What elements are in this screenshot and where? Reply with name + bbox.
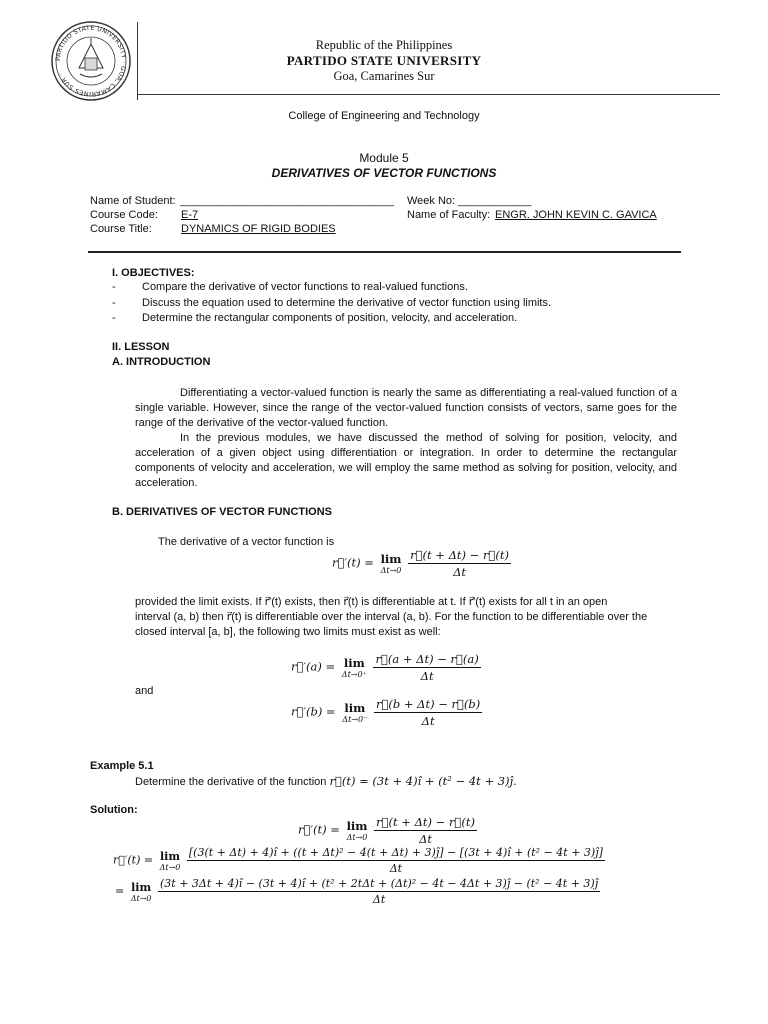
student-label: Name of Student: [90,195,176,207]
eq-denominator: Δt [389,862,403,875]
lesson-heading: II. LESSON [112,341,170,353]
module-title: DERIVATIVES OF VECTOR FUNCTIONS [271,166,497,180]
objectives-heading: I. OBJECTIVES: [112,267,195,279]
module-number: Module 5 [359,151,409,165]
objective-item: - Determine the rectangular components of position, velocity, and acceleration. [112,311,672,327]
faculty-label: Name of Faculty: [407,209,491,221]
example-prompt-text: Determine the derivative of the function [135,776,327,788]
objectives-list [112,280,672,327]
week-field[interactable]: ____________ [458,195,532,207]
solution-step-3 [115,877,600,906]
eq-denominator: Δt [421,714,435,728]
header-divider-horizontal [137,94,720,95]
university-name: PARTIDO STATE UNIVERSITY [286,53,482,68]
eq-lim-sub: Δt→0 [380,566,402,575]
eq-lim-sub: Δt→0 [346,833,368,842]
intro-paragraph-2: In the previous modules, we have discussed the method of solving for position, velocity, and acceleration of a given object using differentiation or integration. In order to determine the rectangular components of velocity and acceleration, we will employ the same method as solving for position, velocity, and acceleration. [135,432,677,489]
section-divider [88,251,681,253]
limit-text-line-3: closed interval [a, b], the following two limits must exist as well: [135,626,441,638]
eq-lhs: r⃗′(t) = [332,555,374,570]
solution-step-1 [298,815,477,846]
example-prompt [135,774,517,788]
course-title-value: DYNAMICS OF RIGID BODIES [181,223,336,235]
eq-denominator: Δt [372,893,386,906]
eq-lim: lim [343,656,365,670]
eq-lhs: r⃗′(t) = [298,822,340,837]
eq-numerator: r⃗(b + Δt) − r⃗(b) [375,697,481,711]
eq-lim: lim [131,880,152,894]
eq-denominator: Δt [419,832,432,846]
eq-numerator: r⃗(t + Δt) − r⃗(t) [376,815,475,829]
limit-text-line-1: provided the limit exists. If r⃗′(t) exists, then r⃗(t) is differentiable at t. If r⃗′(t) exists for all t in an open [135,596,608,608]
equation-limit-a [291,652,481,683]
and-word: and [135,685,154,697]
derivatives-heading: B. DERIVATIVES OF VECTOR FUNCTIONS [112,506,333,518]
college-name: College of Engineering and Technology [288,110,480,122]
faculty-value: ENGR. JOHN KEVIN C. GAVICA [495,209,657,221]
course-title-label: Course Title: [90,223,152,235]
introduction-heading: A. INTRODUCTION [112,356,211,368]
eq-lhs: r⃗′(b) = [291,704,336,719]
svg-text:PARTIDO STATE UNIVERSITY · GOA: PARTIDO STATE UNIVERSITY · GOA, CAMARINES SUR · [54,24,128,98]
eq-lim: lim [344,701,366,715]
equation-derivative-definition [332,548,511,579]
course-code-label: Course Code: [90,209,158,221]
eq-lim: lim [346,819,368,833]
course-code-value: E-7 [181,209,199,221]
university-location: Goa, Camarines Sur [333,69,435,83]
week-label: Week No: [407,195,456,207]
eq-lim-sub: Δt→0 [159,862,181,872]
objective-item: - Discuss the equation used to determine the derivative of vector function using limits. [112,296,672,312]
republic-text: Republic of the Philippines [315,38,453,52]
example-heading: Example 5.1 [90,760,154,772]
intro-paragraph-1: Differentiating a vector-valued function is nearly the same as differentiating a real-valued function of a single variable. However, since the range of the vector-valued function consists of vectors, same goes for the range of the derivative of the vector-valued function. [135,387,677,429]
header-divider-vertical [137,22,138,100]
solution-heading: Solution: [90,804,138,816]
objective-item: - Compare the derivative of vector functions to real-valued functions. [112,280,672,296]
university-seal [50,20,132,102]
eq-lhs: r⃗′(t) = [113,853,154,867]
equation-limit-b [291,697,482,728]
eq-denominator: Δt [420,669,434,683]
eq-lim: lim [380,552,402,566]
derivative-intro: The derivative of a vector function is [158,536,335,548]
eq-denominator: Δt [453,565,466,579]
example-function: r⃗(t) = (3t + 4)î + (t² − 4t + 3)ĵ. [329,774,517,788]
eq-lim: lim [159,849,180,863]
eq-numerator: [(3(t + Δt) + 4)î + ((t + Δt)² − 4(t + Δt) + 3)ĵ] − [(3t + 4)î + (t² − 4t + 3)ĵ] [188,846,603,859]
student-field[interactable]: ___________________________________ [180,195,395,207]
eq-lim-sub: Δt→0⁻ [342,715,368,724]
solution-step-2 [113,846,605,875]
eq-numerator: r⃗(t + Δt) − r⃗(t) [410,548,509,562]
eq-lhs: = [115,884,125,898]
eq-lim-sub: Δt→0 [130,893,152,903]
eq-numerator: r⃗(a + Δt) − r⃗(a) [375,652,479,666]
limit-text-line-2: interval (a, b) then r⃗(t) is differentiable over the interval (a, b). For the function to be differentiable over the [135,611,648,623]
eq-lim-sub: Δt→0⁺ [341,670,367,679]
eq-lhs: r⃗′(a) = [291,659,336,674]
eq-numerator: (3t + 3Δt + 4)î − (3t + 4)î + (t² + 2tΔt + (Δt)² − 4t − 4Δt + 3)ĵ − (t² − 4t + 3)ĵ [160,877,599,890]
